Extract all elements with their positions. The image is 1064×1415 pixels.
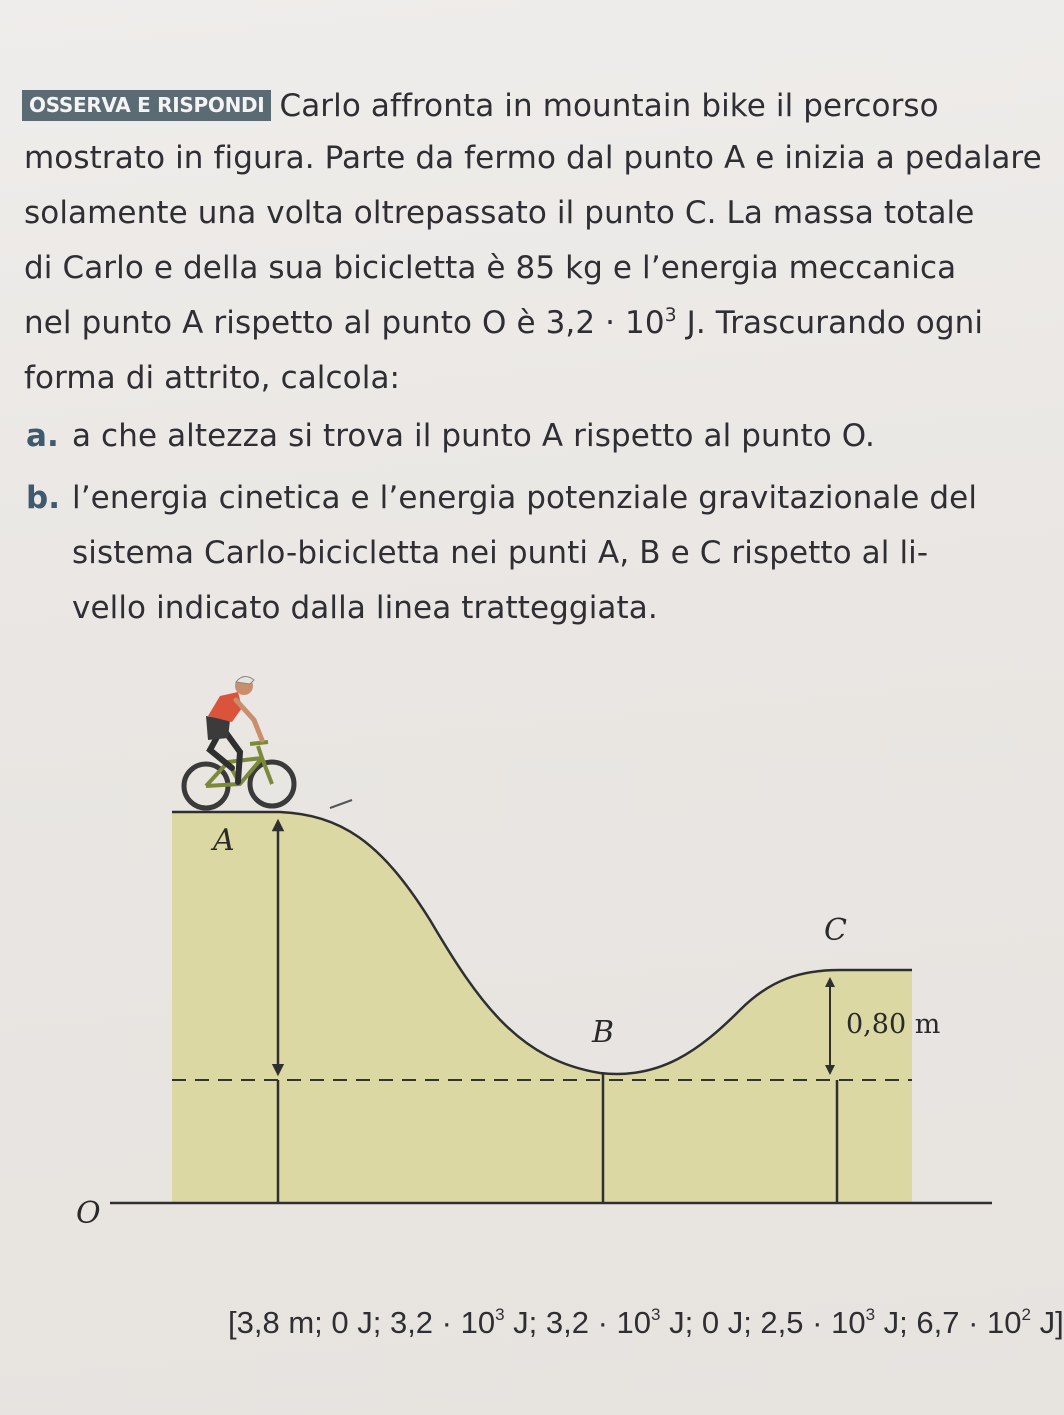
problem-text-5b: J. Trascurando ogni <box>676 305 984 341</box>
problem-line-2: mostrato in figura. Parte da fermo dal punto A e inizia a pedalare <box>24 140 1042 176</box>
question-b-text-2: sistema Carlo-bicicletta nei punti A, B e C rispetto al li- <box>72 535 929 571</box>
hill-shape <box>172 812 912 1203</box>
tick-mark <box>330 800 352 808</box>
problem-line-1 <box>22 88 939 124</box>
problem-line-3: solamente una volta oltrepassato il punto C. La massa totale <box>24 195 975 231</box>
question-b <box>26 480 977 516</box>
label-o: O <box>76 1196 101 1231</box>
answer-key <box>228 1305 1064 1341</box>
exercise-badge: OSSERVA E RISPONDI <box>22 90 271 121</box>
answer-exp: 3 <box>495 1305 505 1324</box>
answer-part: J; 0 J; 2,5 · 10 <box>660 1305 866 1340</box>
answer-part: [3,8 m; 0 J; 3,2 · 10 <box>228 1305 496 1340</box>
question-a-text: a che altezza si trova il punto A rispetto al punto O. <box>72 418 875 454</box>
question-a <box>26 418 875 454</box>
question-b-text-3: vello indicato dalla linea tratteggiata. <box>72 590 658 626</box>
problem-text-1: Carlo affronta in mountain bike il percorso <box>279 88 939 124</box>
problem-text-5a: nel punto A rispetto al punto O è 3,2 · 10 <box>24 305 665 341</box>
problem-line-4: di Carlo e della sua bicicletta è 85 kg e l’energia meccanica <box>24 250 957 286</box>
exponent: 3 <box>664 305 677 326</box>
problem-line-5 <box>24 305 983 341</box>
question-b-letter: b. <box>26 480 61 516</box>
answer-exp: 3 <box>865 1305 876 1324</box>
height-label: 0,80 m <box>846 1009 941 1040</box>
track-figure <box>0 660 1064 1280</box>
answer-part: J; 3,2 · 10 <box>504 1305 652 1340</box>
question-b-text-1: l’energia cinetica e l’energia potenziale gravitazionale del <box>72 480 978 516</box>
problem-line-6: forma di attrito, calcola: <box>24 360 401 396</box>
label-b: B <box>592 1015 615 1050</box>
answer-exp: 2 <box>1021 1305 1031 1324</box>
label-a: A <box>213 823 235 858</box>
answer-exp: 3 <box>651 1305 661 1324</box>
question-a-letter: a. <box>26 418 59 454</box>
label-c: C <box>824 913 847 948</box>
cyclist-illustration <box>184 676 294 808</box>
answer-part: J; 6,7 · 10 <box>875 1305 1022 1340</box>
answer-part: J] <box>1031 1305 1064 1340</box>
